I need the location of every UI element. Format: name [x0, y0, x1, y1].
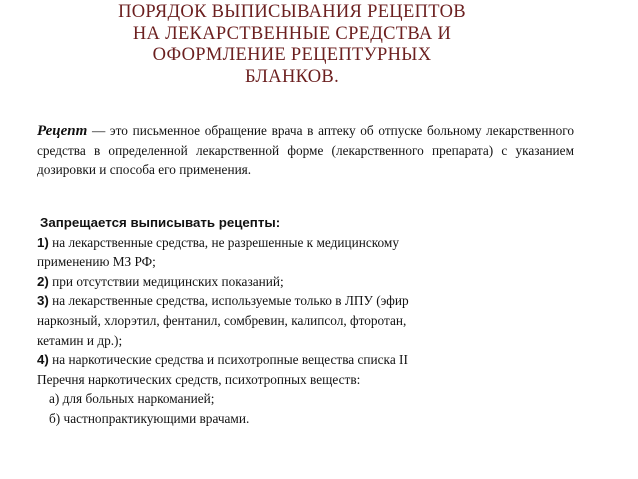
- item-number: 2): [37, 273, 49, 289]
- definition-paragraph: [37, 121, 574, 179]
- definition-text: — это письменное обращение врача в аптеку об отпуске больному лекарственного средства в определенной лекарственной форме (лекарственного препарата) с указанием дозировки и способа его применения.: [37, 123, 574, 177]
- sub-item-a: а) для больных наркоманией;: [49, 391, 215, 407]
- prohibition-heading: Запрещается выписывать рецепты:: [40, 215, 281, 230]
- item-text: при отсутствии медицинских показаний;: [48, 273, 284, 289]
- item-number: 3): [37, 293, 49, 309]
- title-line-3: ОФОРМЛЕНИЕ РЕЦЕПТУРНЫХ: [152, 45, 432, 65]
- item-text: на наркотические средства и психотропные вещества списка II: [48, 352, 408, 368]
- list-item-4-cont: Перечня наркотических средств, психотропных веществ:: [37, 371, 361, 387]
- list-item-1: [37, 233, 597, 253]
- list-item-1-cont: применению МЗ РФ;: [37, 254, 156, 270]
- list-item-2: [37, 272, 597, 292]
- page-title: [0, 2, 584, 88]
- title-line-2: НА ЛЕКАРСТВЕННЫЕ СРЕДСТВА И: [132, 23, 452, 44]
- item-text: на лекарственные средства, используемые только в ЛПУ (эфир: [48, 293, 409, 309]
- prohibition-list: [37, 213, 597, 429]
- list-item-3-cont: кетамин и др.);: [37, 332, 123, 348]
- list-item-4: [37, 350, 597, 370]
- list-item-3: [37, 291, 597, 311]
- title-line-1: ПОРЯДОК ВЫПИСЫВАНИЯ РЕЦЕПТОВ: [118, 2, 466, 22]
- title-line-4: БЛАНКОВ.: [244, 66, 340, 87]
- item-text: на лекарственные средства, не разрешенные к медицинскому: [48, 234, 399, 250]
- item-number: 1): [37, 234, 49, 250]
- definition-term: Рецепт: [37, 123, 88, 139]
- sub-item-b: б) частнопрактикующими врачами.: [49, 410, 250, 426]
- item-number: 4): [37, 352, 49, 368]
- list-item-3-cont: наркозный, хлорэтил, фентанил, сомбревин, калипсол, фторотан,: [37, 312, 407, 328]
